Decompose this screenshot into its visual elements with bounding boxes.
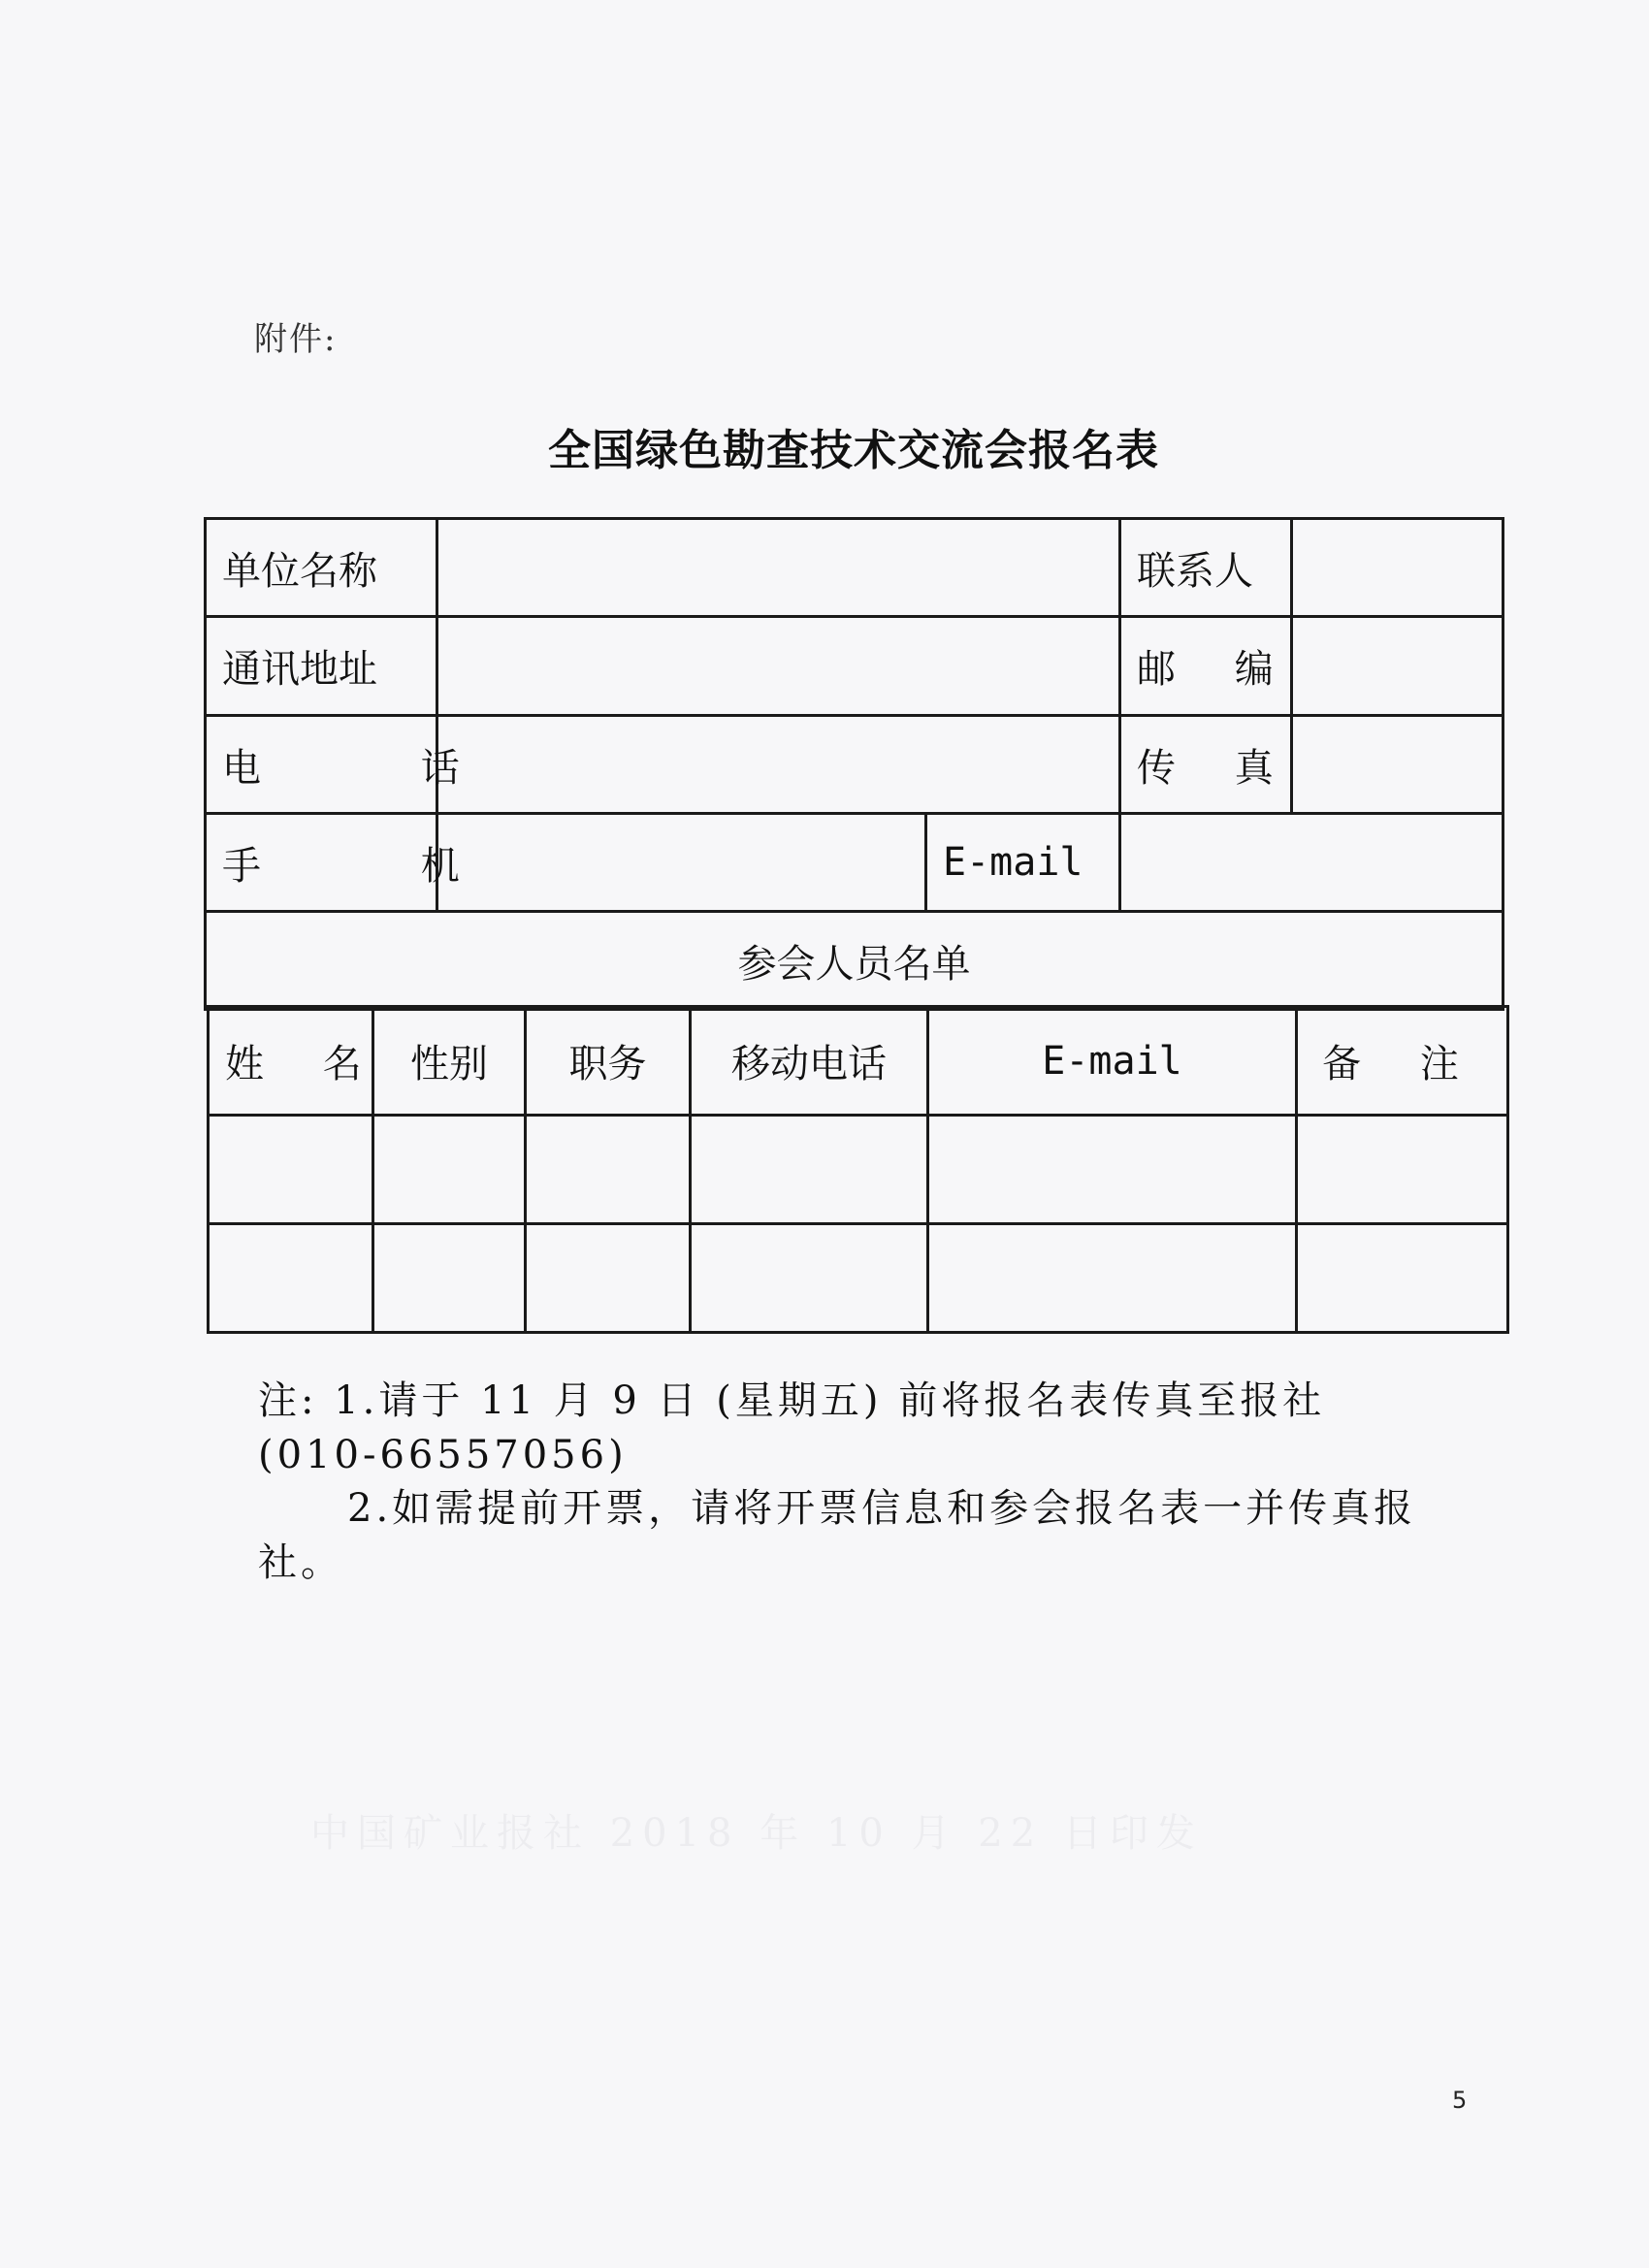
attendee-header-gender: 性别 xyxy=(373,1007,526,1116)
fax-field[interactable] xyxy=(1292,716,1504,814)
label-mobile: 手 机 xyxy=(206,814,437,912)
page-number: 5 xyxy=(1452,2087,1468,2114)
label-contact: 联系人 xyxy=(1120,519,1292,617)
attendee-cell[interactable] xyxy=(373,1116,526,1224)
label-phone: 电 话 xyxy=(206,716,437,814)
note-line-2-continued: 社。 xyxy=(258,1540,343,1585)
attendee-cell[interactable] xyxy=(209,1116,373,1224)
note-fax-number: (010-66557056) xyxy=(258,1433,628,1477)
table-row xyxy=(209,1224,1508,1333)
attendee-cell[interactable] xyxy=(691,1116,928,1224)
attendee-header-remarks: 备 注 xyxy=(1297,1007,1508,1116)
label-fax: 传 真 xyxy=(1120,716,1292,814)
attendee-cell[interactable] xyxy=(1297,1224,1508,1333)
label-unit-name: 单位名称 xyxy=(206,519,437,617)
attendee-cell[interactable] xyxy=(526,1224,691,1333)
attendee-cell[interactable] xyxy=(209,1224,373,1333)
label-email: E-mail xyxy=(926,814,1120,912)
note-line-2: 2.如需提前开票，请将开票信息和参会报名表一并传真报 xyxy=(347,1486,1417,1531)
registration-info-table xyxy=(204,517,1504,1011)
unit-name-field[interactable] xyxy=(437,519,1120,617)
attendee-cell[interactable] xyxy=(691,1224,928,1333)
form-title: 全国绿色勘查技术交流会报名表 xyxy=(548,426,1159,475)
attendee-table xyxy=(207,1005,1509,1334)
postcode-field[interactable] xyxy=(1292,617,1504,716)
attendee-header-position: 职务 xyxy=(526,1007,691,1116)
contact-field[interactable] xyxy=(1292,519,1504,617)
table-row xyxy=(209,1116,1508,1224)
attendee-cell[interactable] xyxy=(1297,1116,1508,1224)
phone-field[interactable] xyxy=(437,716,1120,814)
attendee-header-name: 姓 名 xyxy=(209,1007,373,1116)
email-field[interactable] xyxy=(1120,814,1504,912)
attendee-cell[interactable] xyxy=(928,1116,1297,1224)
label-address: 通讯地址 xyxy=(206,617,437,716)
address-field[interactable] xyxy=(437,617,1120,716)
label-postcode: 邮 编 xyxy=(1120,617,1292,716)
attendee-header-mobile: 移动电话 xyxy=(691,1007,928,1116)
attendee-cell[interactable] xyxy=(526,1116,691,1224)
attendee-cell[interactable] xyxy=(928,1224,1297,1333)
attachment-label: 附件: xyxy=(254,320,338,359)
faded-footer-text: 中国矿业报社 2018 年 10 月 22 日印发 xyxy=(310,1811,1203,1856)
attendee-header-email: E-mail xyxy=(928,1007,1297,1116)
note-line-1: 注: 1.请于 11 月 9 日 (星期五) 前将报名表传真至报社 xyxy=(258,1378,1326,1423)
attendee-list-heading: 参会人员名单 xyxy=(206,912,1504,1010)
attendee-cell[interactable] xyxy=(373,1224,526,1333)
